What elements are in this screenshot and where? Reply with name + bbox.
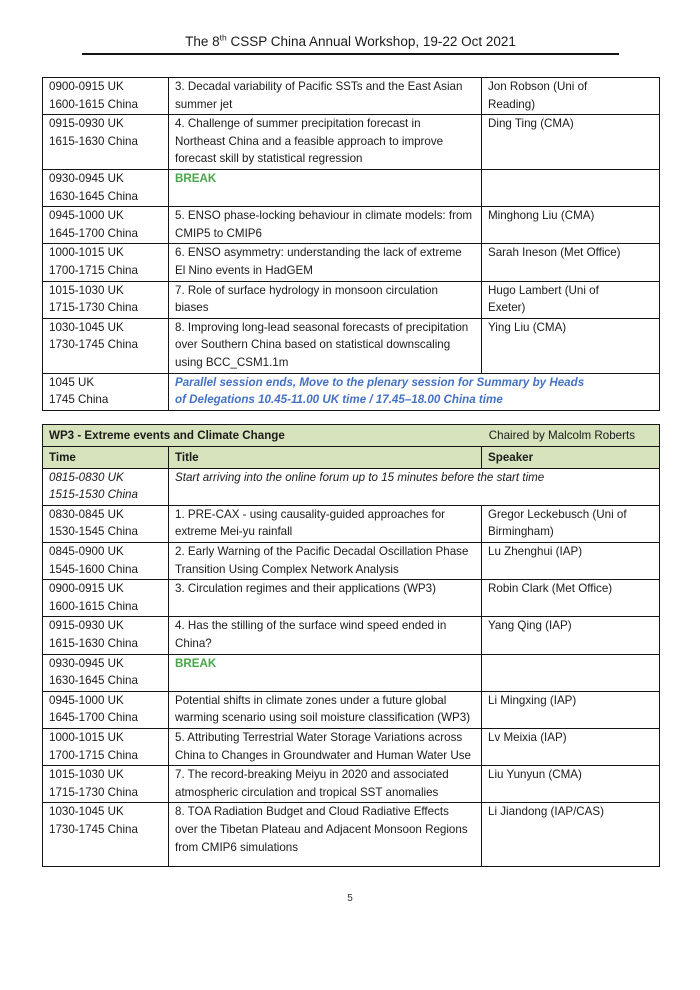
table-row [43,281,660,318]
title-cell: 5. Attributing Terrestrial Water Storage Variations across China to Changes in Groundwater and Human Water Use [169,729,482,766]
speaker-cell [482,654,660,691]
break-cell: BREAK [169,169,482,206]
speaker-cell: Robin Clark (Met Office) [482,580,660,617]
table-row [43,468,660,505]
arrive-note-cell: Start arriving into the online forum up to 15 minutes before the start time [169,468,660,505]
time-cell: 0900-0915 UK 1600-1615 China [43,580,169,617]
column-header-speaker: Speaker [482,446,660,468]
break-cell: BREAK [169,654,482,691]
time-cell: 1000-1015 UK 1700-1715 China [43,729,169,766]
speaker-cell: Gregor Leckebusch (Uni of Birmingham) [482,505,660,542]
title-cell: 8. Improving long-lead seasonal forecasts of precipitation over Southern China based on statistical downscaling using BCC_CSM1.1m [169,318,482,373]
table-row [43,654,660,691]
time-cell: 0945-1000 UK 1645-1700 China [43,691,169,728]
title-cell: 4. Challenge of summer precipitation forecast in Northeast China and a feasible approach to improve forecast skill by statistical regression [169,115,482,170]
time-cell: 1045 UK 1745 China [43,373,169,410]
title-cell: 2. Early Warning of the Pacific Decadal Oscillation Phase Transition Using Complex Network Analysis [169,543,482,580]
page-number: 5 [347,893,353,905]
document-title: The 8th CSSP China Annual Workshop, 19-22 Oct 2021 [185,32,516,49]
time-cell: 0915-0930 UK 1615-1630 China [43,115,169,170]
note-cell: Parallel session ends, Move to the plenary session for Summary by Heads of Delegations 10.45-11.00 UK time / 17.45–18.00 China time [169,373,660,410]
table-row [43,766,660,803]
parallel-session-table [42,77,660,411]
section-header-row [43,424,660,446]
table-row [43,617,660,654]
table-row [43,318,660,373]
time-cell: 0930-0945 UK 1630-1645 China [43,654,169,691]
title-cell: 3. Decadal variability of Pacific SSTs and the East Asian summer jet [169,78,482,115]
table-row [43,543,660,580]
time-cell: 0815-0830 UK 1515-1530 China [43,468,169,505]
title-cell: 8. TOA Radiation Budget and Cloud Radiative Effects over the Tibetan Plateau and Adjacent Monsoon Regions from CMIP6 simulations [169,803,482,867]
speaker-cell: Jon Robson (Uni of Reading) [482,78,660,115]
table-row [43,78,660,115]
speaker-cell: Li Mingxing (IAP) [482,691,660,728]
table-row [43,373,660,410]
title-cell: Potential shifts in climate zones under a future global warming scenario using soil moisture classification (WP3) [169,691,482,728]
speaker-cell: Yang Qing (IAP) [482,617,660,654]
time-cell: 0845-0900 UK 1545-1600 China [43,543,169,580]
table-row [43,803,660,867]
time-cell: 1015-1030 UK 1715-1730 China [43,281,169,318]
document-header [82,33,619,55]
table-row [43,505,660,542]
title-superscript: th [219,32,227,43]
time-cell: 0900-0915 UK 1600-1615 China [43,78,169,115]
table-row [43,115,660,170]
table-row [43,207,660,244]
wp3-session-table [42,424,660,868]
table-row [43,729,660,766]
speaker-cell [482,169,660,206]
table-row [43,244,660,281]
time-cell: 1015-1030 UK 1715-1730 China [43,766,169,803]
section-chair: Chaired by Malcolm Roberts [488,428,636,442]
time-cell: 1030-1045 UK 1730-1745 China [43,803,169,867]
title-cell: 5. ENSO phase-locking behaviour in climate models: from CMIP5 to CMIP6 [169,207,482,244]
speaker-cell: Ding Ting (CMA) [482,115,660,170]
column-header-time: Time [43,446,169,468]
title-cell: 4. Has the stilling of the surface wind speed ended in China? [169,617,482,654]
title-cell: 1. PRE-CAX - using causality-guided approaches for extreme Mei-yu rainfall [169,505,482,542]
time-cell: 0915-0930 UK 1615-1630 China [43,617,169,654]
time-cell: 1030-1045 UK 1730-1745 China [43,318,169,373]
section-title: WP3 - Extreme events and Climate Change [49,428,285,442]
title-cell: 7. Role of surface hydrology in monsoon circulation biases [169,281,482,318]
table-row [43,691,660,728]
column-header-title: Title [169,446,482,468]
table-row [43,580,660,617]
section-header-cell [43,424,660,446]
time-cell: 1000-1015 UK 1700-1715 China [43,244,169,281]
time-cell: 0830-0845 UK 1530-1545 China [43,505,169,542]
title-cell: 7. The record-breaking Meiyu in 2020 and associated atmospheric circulation and tropical SST anomalies [169,766,482,803]
title-cell: 3. Circulation regimes and their applications (WP3) [169,580,482,617]
column-header-row [43,446,660,468]
speaker-cell: Sarah Ineson (Met Office) [482,244,660,281]
speaker-cell: Lv Meixia (IAP) [482,729,660,766]
time-cell: 0930-0945 UK 1630-1645 China [43,169,169,206]
speaker-cell: Liu Yunyun (CMA) [482,766,660,803]
speaker-cell: Li Jiandong (IAP/CAS) [482,803,660,867]
speaker-cell: Minghong Liu (CMA) [482,207,660,244]
time-cell: 0945-1000 UK 1645-1700 China [43,207,169,244]
title-cell: 6. ENSO asymmetry: understanding the lack of extreme El Nino events in HadGEM [169,244,482,281]
speaker-cell: Ying Liu (CMA) [482,318,660,373]
speaker-cell: Lu Zhenghui (IAP) [482,543,660,580]
speaker-cell: Hugo Lambert (Uni of Exeter) [482,281,660,318]
table-row [43,169,660,206]
